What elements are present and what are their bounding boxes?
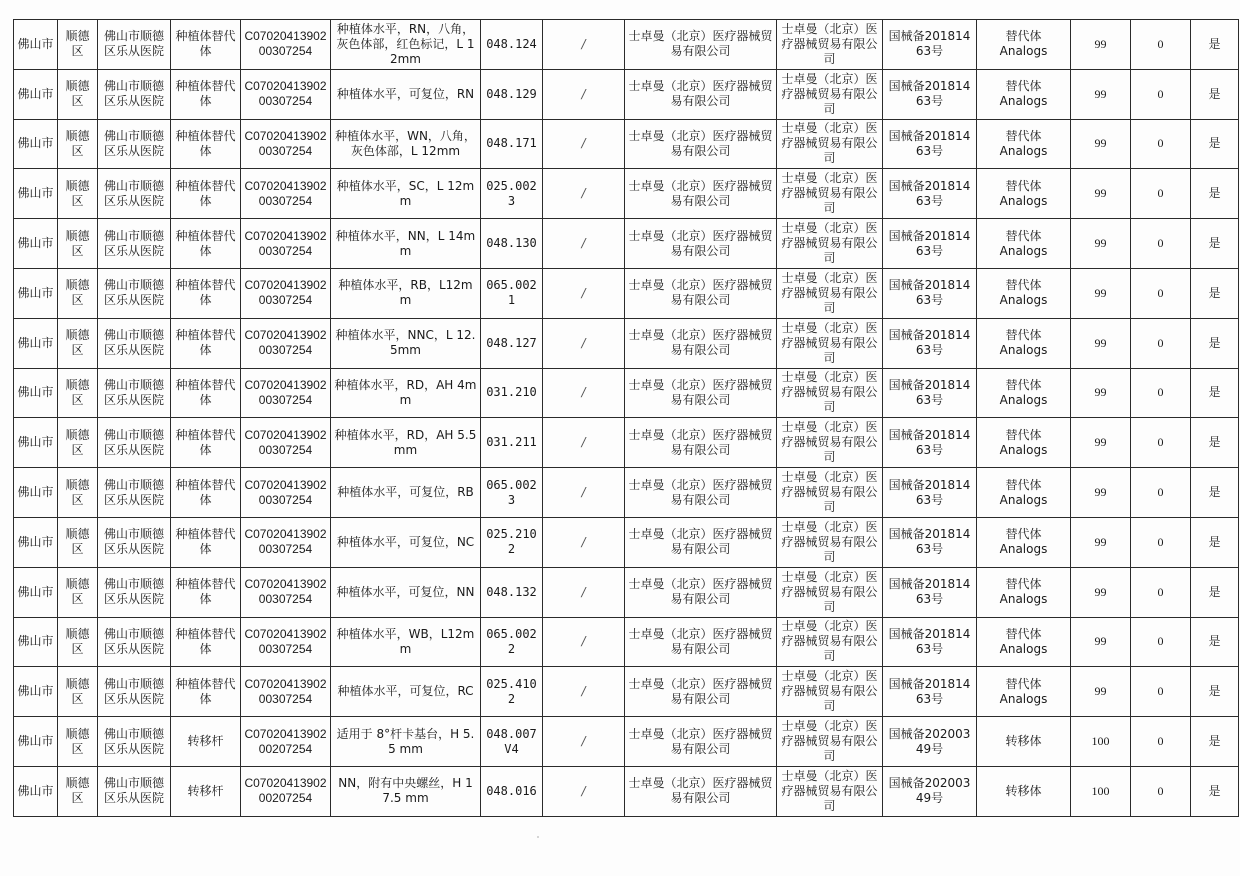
district-cell: 顺德区: [58, 20, 98, 70]
product-name-cell: 种植体替代体: [171, 617, 241, 667]
product-code-cell: C0702041390200307254: [241, 517, 331, 567]
product-name-cell: 种植体替代体: [171, 169, 241, 219]
specification-cell: NN，附有中央螺丝，H 17.5 mm: [331, 766, 481, 816]
registration-number-cell: 国械备20181463号: [883, 617, 977, 667]
quantity-cell: 99: [1071, 617, 1131, 667]
model-number-cell: 031.210: [481, 368, 543, 418]
manufacturer-cell: 士卓曼（北京）医疗器械贸易有限公司: [625, 468, 777, 518]
district-cell: 顺德区: [58, 169, 98, 219]
city-cell: 佛山市: [14, 20, 58, 70]
table-row: [14, 517, 1239, 567]
specification-cell: 种植体水平，可复位，RB: [331, 468, 481, 518]
empty-slash-cell: /: [543, 69, 625, 119]
hospital-cell: 佛山市顺德区乐从医院: [98, 418, 171, 468]
empty-slash-cell: /: [543, 418, 625, 468]
zero-value-cell: 0: [1131, 418, 1191, 468]
model-number-cell: 065.0022: [481, 617, 543, 667]
manufacturer-cell: 士卓曼（北京）医疗器械贸易有限公司: [625, 667, 777, 717]
flag-cell: 是: [1191, 20, 1239, 70]
zero-value-cell: 0: [1131, 268, 1191, 318]
empty-slash-cell: /: [543, 318, 625, 368]
category-name: 替代体: [1005, 128, 1042, 143]
agent-cell: 士卓曼（北京）医疗器械贸易有限公司: [777, 169, 883, 219]
category-name: 替代体: [1005, 577, 1042, 592]
model-number-cell: 025.4102: [481, 667, 543, 717]
hospital-cell: 佛山市顺德区乐从医院: [98, 617, 171, 667]
city-cell: 佛山市: [14, 219, 58, 269]
zero-value-cell: 0: [1131, 169, 1191, 219]
quantity-cell: 99: [1071, 69, 1131, 119]
product-name-cell: 种植体替代体: [171, 119, 241, 169]
quantity-cell: 100: [1071, 766, 1131, 816]
category-name: 替代体: [1005, 626, 1042, 641]
table-row: [14, 617, 1239, 667]
zero-value-cell: 0: [1131, 766, 1191, 816]
category-cell: [977, 318, 1071, 368]
quantity-cell: 99: [1071, 468, 1131, 518]
district-cell: 顺德区: [58, 69, 98, 119]
district-cell: 顺德区: [58, 468, 98, 518]
specification-cell: 适用于 8°杆卡基台，H 5.5 mm: [331, 717, 481, 767]
empty-slash-cell: /: [543, 119, 625, 169]
registration-number-cell: 国械备20181463号: [883, 169, 977, 219]
zero-value-cell: 0: [1131, 667, 1191, 717]
category-cell: [977, 169, 1071, 219]
district-cell: 顺德区: [58, 268, 98, 318]
zero-value-cell: 0: [1131, 219, 1191, 269]
agent-cell: 士卓曼（北京）医疗器械贸易有限公司: [777, 368, 883, 418]
hospital-cell: 佛山市顺德区乐从医院: [98, 766, 171, 816]
table-row: [14, 667, 1239, 717]
table-row: [14, 717, 1239, 767]
specification-cell: 种植体水平，RD，AH 5.5mm: [331, 418, 481, 468]
hospital-cell: 佛山市顺德区乐从医院: [98, 119, 171, 169]
manufacturer-cell: 士卓曼（北京）医疗器械贸易有限公司: [625, 318, 777, 368]
quantity-cell: 99: [1071, 169, 1131, 219]
category-english-name: Analogs: [999, 542, 1048, 557]
flag-cell: 是: [1191, 717, 1239, 767]
table-row: [14, 268, 1239, 318]
specification-cell: 种植体水平，RD，AH 4mm: [331, 368, 481, 418]
product-name-cell: 种植体替代体: [171, 219, 241, 269]
zero-value-cell: 0: [1131, 717, 1191, 767]
empty-slash-cell: /: [543, 717, 625, 767]
product-code-cell: C0702041390200307254: [241, 20, 331, 70]
empty-slash-cell: /: [543, 667, 625, 717]
registration-number-cell: 国械备20181463号: [883, 268, 977, 318]
category-english-name: Analogs: [999, 691, 1048, 706]
category-english-name: Analogs: [999, 492, 1048, 507]
specification-cell: 种植体水平，SC，L 12mm: [331, 169, 481, 219]
empty-slash-cell: /: [543, 567, 625, 617]
model-number-cell: 025.2102: [481, 517, 543, 567]
category-name: 替代体: [1005, 79, 1042, 94]
agent-cell: 士卓曼（北京）医疗器械贸易有限公司: [777, 119, 883, 169]
category-name: 替代体: [1005, 29, 1042, 44]
manufacturer-cell: 士卓曼（北京）医疗器械贸易有限公司: [625, 617, 777, 667]
district-cell: 顺德区: [58, 717, 98, 767]
product-code-cell: C0702041390200307254: [241, 667, 331, 717]
zero-value-cell: 0: [1131, 69, 1191, 119]
product-name-cell: 种植体替代体: [171, 468, 241, 518]
flag-cell: 是: [1191, 69, 1239, 119]
product-code-cell: C0702041390200307254: [241, 418, 331, 468]
city-cell: 佛山市: [14, 517, 58, 567]
district-cell: 顺德区: [58, 567, 98, 617]
product-name-cell: 种植体替代体: [171, 517, 241, 567]
district-cell: 顺德区: [58, 219, 98, 269]
specification-cell: 种植体水平，可复位，NC: [331, 517, 481, 567]
specification-cell: 种植体水平，NNC，L 12.5mm: [331, 318, 481, 368]
agent-cell: 士卓曼（北京）医疗器械贸易有限公司: [777, 517, 883, 567]
category-english-name: Analogs: [999, 143, 1048, 158]
category-cell: [977, 69, 1071, 119]
category-name: 替代体: [1005, 427, 1042, 442]
district-cell: 顺德区: [58, 418, 98, 468]
agent-cell: 士卓曼（北京）医疗器械贸易有限公司: [777, 219, 883, 269]
city-cell: 佛山市: [14, 268, 58, 318]
flag-cell: 是: [1191, 169, 1239, 219]
category-cell: [977, 617, 1071, 667]
empty-slash-cell: /: [543, 268, 625, 318]
category-cell: [977, 418, 1071, 468]
flag-cell: 是: [1191, 617, 1239, 667]
district-cell: 顺德区: [58, 368, 98, 418]
zero-value-cell: 0: [1131, 368, 1191, 418]
specification-cell: 种植体水平，WN，八角，灰色体部，L 12mm: [331, 119, 481, 169]
manufacturer-cell: 士卓曼（北京）医疗器械贸易有限公司: [625, 69, 777, 119]
table-row: [14, 69, 1239, 119]
hospital-cell: 佛山市顺德区乐从医院: [98, 667, 171, 717]
flag-cell: 是: [1191, 567, 1239, 617]
category-cell: [977, 766, 1071, 816]
flag-cell: 是: [1191, 268, 1239, 318]
agent-cell: 士卓曼（北京）医疗器械贸易有限公司: [777, 617, 883, 667]
registration-number-cell: 国械备20181463号: [883, 119, 977, 169]
city-cell: 佛山市: [14, 717, 58, 767]
product-code-cell: C0702041390200307254: [241, 567, 331, 617]
model-number-cell: 048.132: [481, 567, 543, 617]
model-number-cell: 048.007V4: [481, 717, 543, 767]
empty-slash-cell: /: [543, 766, 625, 816]
quantity-cell: 99: [1071, 517, 1131, 567]
quantity-cell: 99: [1071, 667, 1131, 717]
model-number-cell: 048.130: [481, 219, 543, 269]
quantity-cell: 99: [1071, 318, 1131, 368]
specification-cell: 种植体水平，NN，L 14mm: [331, 219, 481, 269]
registration-number-cell: 国械备20181463号: [883, 468, 977, 518]
city-cell: 佛山市: [14, 468, 58, 518]
specification-cell: 种植体水平，可复位，RC: [331, 667, 481, 717]
manufacturer-cell: 士卓曼（北京）医疗器械贸易有限公司: [625, 119, 777, 169]
product-code-cell: C0702041390200307254: [241, 318, 331, 368]
category-cell: [977, 517, 1071, 567]
category-cell: [977, 268, 1071, 318]
category-cell: [977, 717, 1071, 767]
agent-cell: 士卓曼（北京）医疗器械贸易有限公司: [777, 717, 883, 767]
product-name-cell: 种植体替代体: [171, 418, 241, 468]
agent-cell: 士卓曼（北京）医疗器械贸易有限公司: [777, 69, 883, 119]
hospital-cell: 佛山市顺德区乐从医院: [98, 268, 171, 318]
model-number-cell: 048.127: [481, 318, 543, 368]
category-cell: [977, 567, 1071, 617]
city-cell: 佛山市: [14, 418, 58, 468]
category-name: 替代体: [1005, 278, 1042, 293]
procurement-table: [13, 19, 1239, 817]
category-cell: [977, 20, 1071, 70]
product-name-cell: 种植体替代体: [171, 318, 241, 368]
district-cell: 顺德区: [58, 617, 98, 667]
table-row: [14, 119, 1239, 169]
registration-number-cell: 国械备20200349号: [883, 717, 977, 767]
product-code-cell: C0702041390200307254: [241, 468, 331, 518]
model-number-cell: 065.0023: [481, 468, 543, 518]
district-cell: 顺德区: [58, 119, 98, 169]
empty-slash-cell: /: [543, 517, 625, 567]
manufacturer-cell: 士卓曼（北京）医疗器械贸易有限公司: [625, 517, 777, 567]
zero-value-cell: 0: [1131, 318, 1191, 368]
manufacturer-cell: 士卓曼（北京）医疗器械贸易有限公司: [625, 418, 777, 468]
product-code-cell: C0702041390200307254: [241, 119, 331, 169]
flag-cell: 是: [1191, 219, 1239, 269]
model-number-cell: 048.129: [481, 69, 543, 119]
quantity-cell: 99: [1071, 268, 1131, 318]
empty-slash-cell: /: [543, 617, 625, 667]
manufacturer-cell: 士卓曼（北京）医疗器械贸易有限公司: [625, 368, 777, 418]
zero-value-cell: 0: [1131, 468, 1191, 518]
quantity-cell: 99: [1071, 368, 1131, 418]
product-code-cell: C0702041390200207254: [241, 717, 331, 767]
table-row: [14, 567, 1239, 617]
category-name: 替代体: [1005, 328, 1042, 343]
registration-number-cell: 国械备20181463号: [883, 418, 977, 468]
agent-cell: 士卓曼（北京）医疗器械贸易有限公司: [777, 667, 883, 717]
category-name: 替代体: [1005, 477, 1042, 492]
city-cell: 佛山市: [14, 119, 58, 169]
city-cell: 佛山市: [14, 567, 58, 617]
city-cell: 佛山市: [14, 368, 58, 418]
registration-number-cell: 国械备20181463号: [883, 219, 977, 269]
model-number-cell: 048.171: [481, 119, 543, 169]
empty-slash-cell: /: [543, 219, 625, 269]
city-cell: 佛山市: [14, 318, 58, 368]
hospital-cell: 佛山市顺德区乐从医院: [98, 567, 171, 617]
product-code-cell: C0702041390200307254: [241, 268, 331, 318]
hospital-cell: 佛山市顺德区乐从医院: [98, 717, 171, 767]
product-code-cell: C0702041390200307254: [241, 368, 331, 418]
category-english-name: Analogs: [999, 94, 1048, 109]
model-number-cell: 065.0021: [481, 268, 543, 318]
product-name-cell: 种植体替代体: [171, 567, 241, 617]
city-cell: 佛山市: [14, 169, 58, 219]
table-row: [14, 20, 1239, 70]
empty-slash-cell: /: [543, 368, 625, 418]
district-cell: 顺德区: [58, 517, 98, 567]
manufacturer-cell: 士卓曼（北京）医疗器械贸易有限公司: [625, 717, 777, 767]
manufacturer-cell: 士卓曼（北京）医疗器械贸易有限公司: [625, 766, 777, 816]
product-code-cell: C0702041390200307254: [241, 69, 331, 119]
district-cell: 顺德区: [58, 667, 98, 717]
table-body: [14, 20, 1239, 817]
table-row: [14, 318, 1239, 368]
agent-cell: 士卓曼（北京）医疗器械贸易有限公司: [777, 268, 883, 318]
specification-cell: 种植体水平，WB，L12mm: [331, 617, 481, 667]
flag-cell: 是: [1191, 119, 1239, 169]
table-row: [14, 766, 1239, 816]
specification-cell: 种植体水平，RB，L12mm: [331, 268, 481, 318]
city-cell: 佛山市: [14, 69, 58, 119]
registration-number-cell: 国械备20181463号: [883, 517, 977, 567]
registration-number-cell: 国械备20181463号: [883, 20, 977, 70]
flag-cell: 是: [1191, 418, 1239, 468]
registration-number-cell: 国械备20181463号: [883, 368, 977, 418]
zero-value-cell: 0: [1131, 517, 1191, 567]
agent-cell: 士卓曼（北京）医疗器械贸易有限公司: [777, 418, 883, 468]
flag-cell: 是: [1191, 766, 1239, 816]
empty-slash-cell: /: [543, 20, 625, 70]
category-cell: [977, 119, 1071, 169]
category-cell: [977, 368, 1071, 418]
category-name: 替代体: [1005, 377, 1042, 392]
product-name-cell: 种植体替代体: [171, 368, 241, 418]
table-row: [14, 468, 1239, 518]
zero-value-cell: 0: [1131, 617, 1191, 667]
product-name-cell: 种植体替代体: [171, 69, 241, 119]
quantity-cell: 99: [1071, 418, 1131, 468]
category-english-name: Analogs: [999, 243, 1048, 258]
zero-value-cell: 0: [1131, 119, 1191, 169]
city-cell: 佛山市: [14, 617, 58, 667]
specification-cell: 种植体水平，RN，八角，灰色体部，红色标记，L 12mm: [331, 20, 481, 70]
manufacturer-cell: 士卓曼（北京）医疗器械贸易有限公司: [625, 20, 777, 70]
category-cell: [977, 667, 1071, 717]
district-cell: 顺德区: [58, 318, 98, 368]
flag-cell: 是: [1191, 667, 1239, 717]
agent-cell: 士卓曼（北京）医疗器械贸易有限公司: [777, 318, 883, 368]
agent-cell: 士卓曼（北京）医疗器械贸易有限公司: [777, 468, 883, 518]
category-name: 替代体: [1005, 228, 1042, 243]
registration-number-cell: 国械备20181463号: [883, 667, 977, 717]
category-name: 替代体: [1005, 527, 1042, 542]
category-cell: [977, 468, 1071, 518]
category-name: 替代体: [1005, 676, 1042, 691]
model-number-cell: 048.124: [481, 20, 543, 70]
flag-cell: 是: [1191, 517, 1239, 567]
agent-cell: 士卓曼（北京）医疗器械贸易有限公司: [777, 766, 883, 816]
manufacturer-cell: 士卓曼（北京）医疗器械贸易有限公司: [625, 268, 777, 318]
product-name-cell: 种植体替代体: [171, 667, 241, 717]
hospital-cell: 佛山市顺德区乐从医院: [98, 69, 171, 119]
category-cell: [977, 219, 1071, 269]
category-name: 替代体: [1005, 178, 1042, 193]
registration-number-cell: 国械备20181463号: [883, 318, 977, 368]
empty-slash-cell: /: [543, 468, 625, 518]
specification-cell: 种植体水平，可复位，NN: [331, 567, 481, 617]
category-english-name: Analogs: [999, 44, 1048, 59]
product-code-cell: C0702041390200307254: [241, 617, 331, 667]
hospital-cell: 佛山市顺德区乐从医院: [98, 517, 171, 567]
category-name: 转移体: [1005, 783, 1042, 798]
agent-cell: 士卓曼（北京）医疗器械贸易有限公司: [777, 20, 883, 70]
zero-value-cell: 0: [1131, 20, 1191, 70]
category-english-name: Analogs: [999, 641, 1048, 656]
hospital-cell: 佛山市顺德区乐从医院: [98, 368, 171, 418]
hospital-cell: 佛山市顺德区乐从医院: [98, 219, 171, 269]
city-cell: 佛山市: [14, 766, 58, 816]
flag-cell: 是: [1191, 468, 1239, 518]
table-row: [14, 169, 1239, 219]
quantity-cell: 99: [1071, 219, 1131, 269]
product-name-cell: 转移杆: [171, 717, 241, 767]
category-english-name: Analogs: [999, 392, 1048, 407]
product-name-cell: 转移杆: [171, 766, 241, 816]
hospital-cell: 佛山市顺德区乐从医院: [98, 20, 171, 70]
product-name-cell: 种植体替代体: [171, 268, 241, 318]
city-cell: 佛山市: [14, 667, 58, 717]
category-english-name: Analogs: [999, 193, 1048, 208]
manufacturer-cell: 士卓曼（北京）医疗器械贸易有限公司: [625, 219, 777, 269]
district-cell: 顺德区: [58, 766, 98, 816]
specification-cell: 种植体水平，可复位，RN: [331, 69, 481, 119]
empty-slash-cell: /: [543, 169, 625, 219]
hospital-cell: 佛山市顺德区乐从医院: [98, 468, 171, 518]
category-english-name: Analogs: [999, 592, 1048, 607]
model-number-cell: 025.0023: [481, 169, 543, 219]
category-english-name: Analogs: [999, 442, 1048, 457]
registration-number-cell: 国械备20181463号: [883, 567, 977, 617]
quantity-cell: 99: [1071, 119, 1131, 169]
manufacturer-cell: 士卓曼（北京）医疗器械贸易有限公司: [625, 169, 777, 219]
quantity-cell: 99: [1071, 20, 1131, 70]
table-row: [14, 418, 1239, 468]
registration-number-cell: 国械备20200349号: [883, 766, 977, 816]
flag-cell: 是: [1191, 368, 1239, 418]
registration-number-cell: 国械备20181463号: [883, 69, 977, 119]
product-code-cell: C0702041390200307254: [241, 169, 331, 219]
quantity-cell: 100: [1071, 717, 1131, 767]
zero-value-cell: 0: [1131, 567, 1191, 617]
product-name-cell: 种植体替代体: [171, 20, 241, 70]
flag-cell: 是: [1191, 318, 1239, 368]
table-row: [14, 219, 1239, 269]
product-code-cell: C0702041390200307254: [241, 219, 331, 269]
quantity-cell: 99: [1071, 567, 1131, 617]
manufacturer-cell: 士卓曼（北京）医疗器械贸易有限公司: [625, 567, 777, 617]
table-row: [14, 368, 1239, 418]
hospital-cell: 佛山市顺德区乐从医院: [98, 169, 171, 219]
scan-dot: [537, 836, 539, 838]
category-english-name: Analogs: [999, 343, 1048, 358]
category-english-name: Analogs: [999, 293, 1048, 308]
model-number-cell: 048.016: [481, 766, 543, 816]
category-name: 转移体: [1005, 734, 1042, 749]
hospital-cell: 佛山市顺德区乐从医院: [98, 318, 171, 368]
product-code-cell: C0702041390200207254: [241, 766, 331, 816]
agent-cell: 士卓曼（北京）医疗器械贸易有限公司: [777, 567, 883, 617]
model-number-cell: 031.211: [481, 418, 543, 468]
